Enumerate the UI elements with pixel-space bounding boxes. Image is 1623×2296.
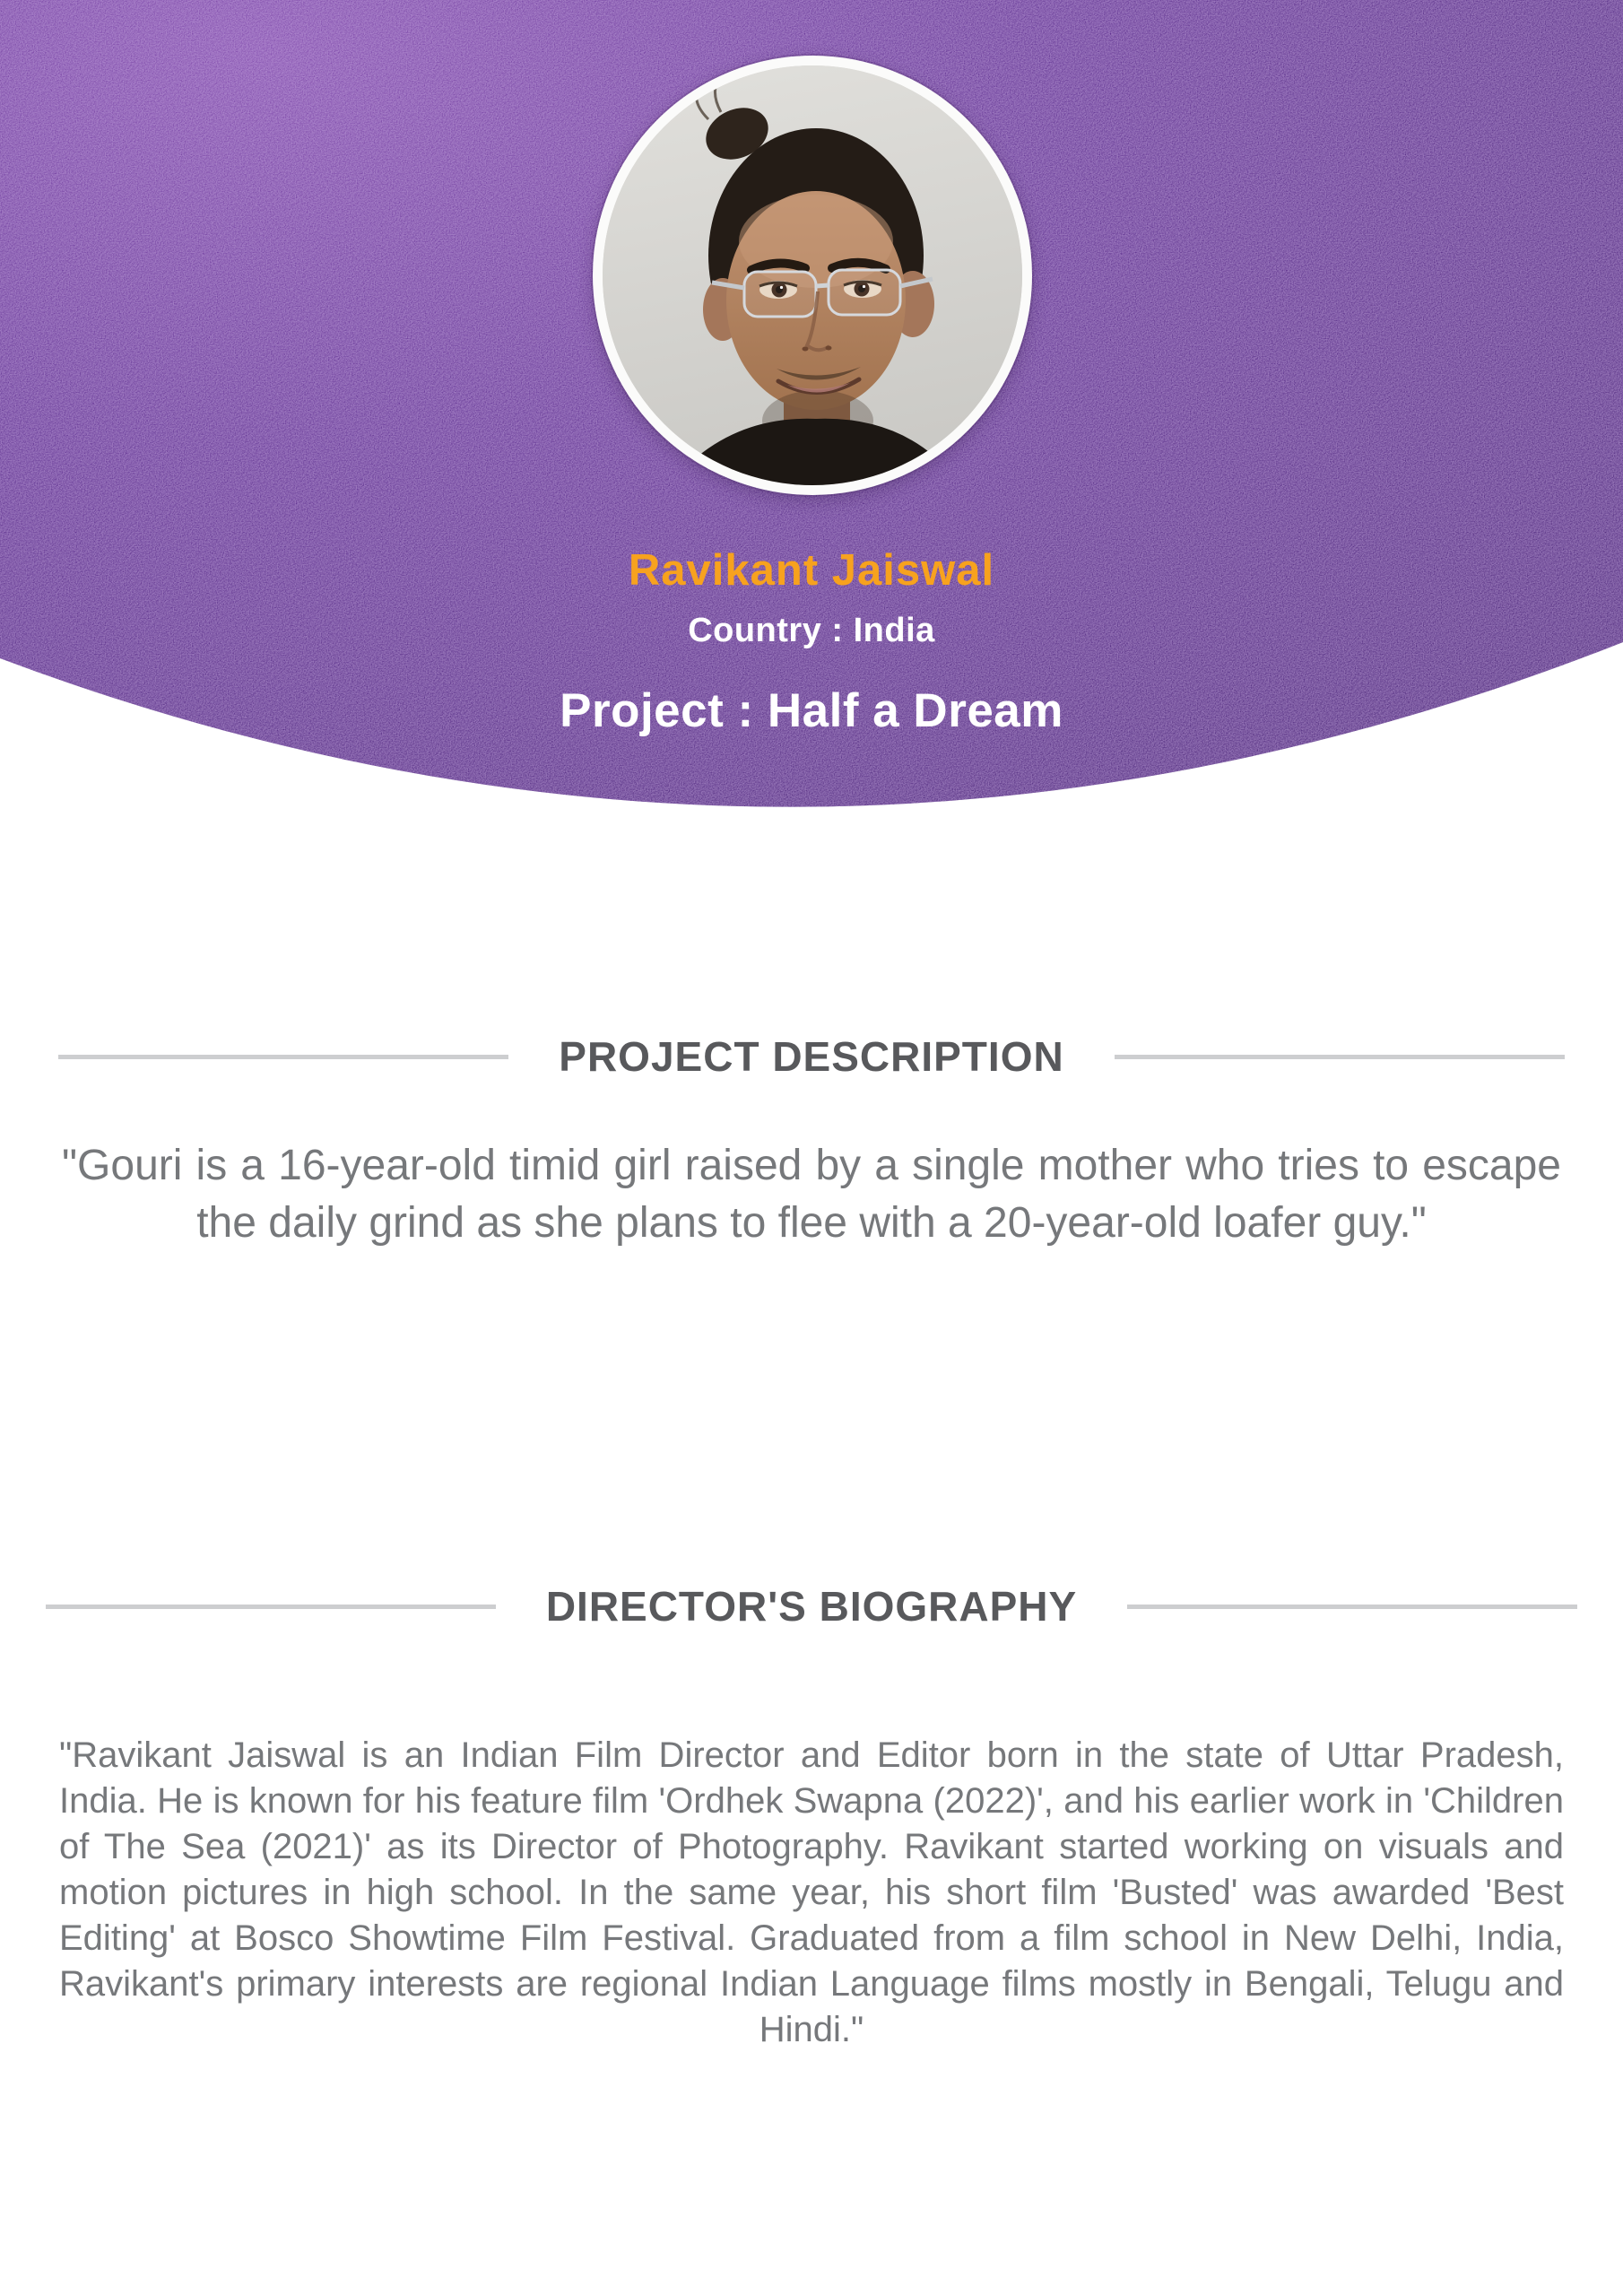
section-title: PROJECT DESCRIPTION [559, 1033, 1064, 1080]
heading-rule-left [46, 1605, 496, 1609]
director-name: Ravikant Jaiswal [628, 546, 995, 595]
heading-rule-right [1127, 1605, 1577, 1609]
section-heading [0, 1033, 1623, 1080]
directors-biography-text: "Ravikant Jaiswal is an Indian Film Director and Editor born in the state of Uttar Pradesh, India. He is known for his feature film 'Ordhek Swapna (2022)', and his earlier work in 'Children of The Sea (2021)' as its Director of Photography. Ravikant started working on visuals and motion pictures in high school. In the same year, his short film 'Busted' was awarded 'Best Editing' at Bosco Showtime Film Festival. Graduated from a film school in New Delhi, India, Ravikant's primary interests are regional Indian Language films mostly in Bengali, Telugu and Hindi." [59, 1735, 1564, 2049]
avatar [593, 56, 1032, 495]
heading-rule-right [1115, 1055, 1565, 1059]
heading-rule-left [58, 1055, 508, 1059]
section-title: DIRECTOR'S BIOGRAPHY [545, 1583, 1078, 1630]
project-line: Project : Half a Dream [560, 684, 1063, 737]
project-description-text: "Gouri is a 16-year-old timid girl raised by a single mother who tries to escape the daily grind as she plans to flee with a 20-year-old loafer guy." [62, 1142, 1561, 1247]
country-line: Country : India [688, 612, 935, 649]
portrait-photo [603, 65, 1022, 485]
section-heading [0, 1583, 1623, 1630]
